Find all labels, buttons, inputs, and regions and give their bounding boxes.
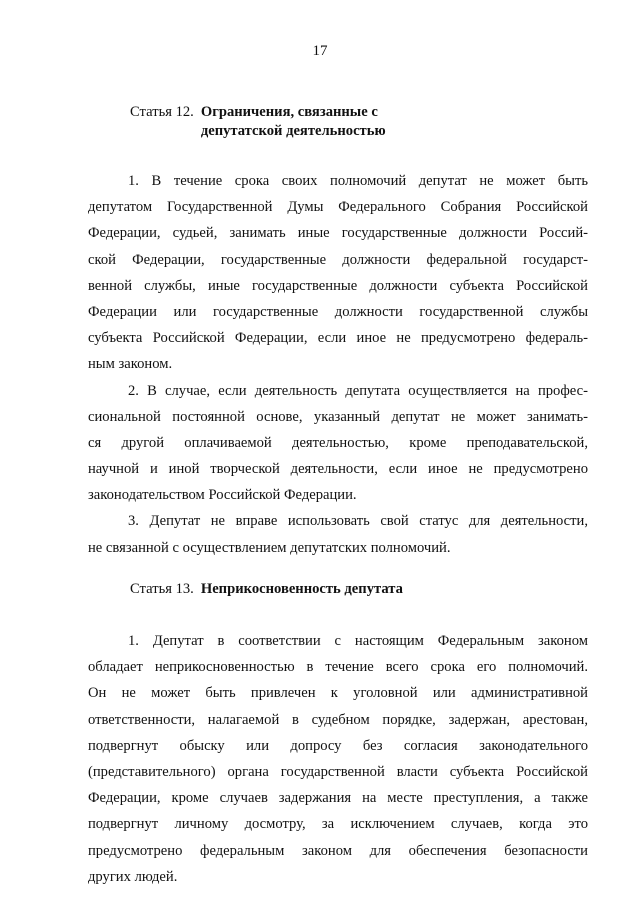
article-heading <box>88 580 588 599</box>
text-line: Федерации, судьей, занимать иные государственные должности Россий- <box>88 225 588 242</box>
text-line: 1. В течение срока своих полномочий депутат не может быть <box>128 173 588 189</box>
text-line: субъекта Российской Федерации, если иное не предусмотрено федераль- <box>88 330 588 347</box>
article-heading <box>88 103 588 141</box>
text-line: Он не может быть привлечен к уголовной или административной <box>88 685 588 702</box>
text-line: других людей. <box>88 868 178 885</box>
text-line: Федерации, кроме случаев задержания на месте преступления, а также <box>88 790 588 807</box>
paragraph-3 <box>88 508 588 560</box>
text-line: депутатом Государственной Думы Федерального Собрания Российской <box>88 199 588 216</box>
text-line: законодательством Российской Федерации. <box>88 487 357 504</box>
text-line: сиональной постоянной основе, указанный депутат не может занимать- <box>88 408 588 425</box>
text-line: (представительного) органа государственной власти субъекта Российской <box>88 763 588 780</box>
text-line: венной службы, иные государственные должности субъекта Российской <box>88 277 588 294</box>
article-title: Ограничения, связанные с депутатской деятельностью <box>200 104 386 139</box>
article-title: Неприкосновенность депутата <box>200 581 403 597</box>
article-12 <box>88 103 588 561</box>
text-line: 1. Депутат в соответствии с настоящим Федеральным законом <box>128 633 588 649</box>
paragraph-1 <box>88 628 588 890</box>
text-line: 2. В случае, если деятельность депутата осуществляется на профес- <box>128 382 588 399</box>
article-body <box>88 628 588 890</box>
text-line: ным законом. <box>88 356 173 373</box>
page-number: 17 <box>312 43 328 59</box>
article-number: Статья 12. <box>130 104 194 120</box>
text-line: 3. Депутат не вправе использовать свой статус для деятельности, <box>128 513 588 530</box>
article-13 <box>88 580 588 890</box>
text-line: не связанной с осуществлением депутатских полномочий. <box>88 539 451 556</box>
text-line: подвергнут обыску или допросу без согласия законодательного <box>88 737 588 754</box>
text-line: ской Федерации, государственные должности федеральной государст- <box>88 251 588 268</box>
article-body <box>88 168 588 561</box>
text-line: ответственности, налагаемой в судебном порядке, задержан, арестован, <box>88 711 588 728</box>
paragraph-1 <box>88 168 588 378</box>
text-line: Федерации или государственные должности государственной службы <box>88 303 588 320</box>
text-line: обладает неприкосновенностью в течение всего срока его полномочий. <box>88 659 588 676</box>
text-line: предусмотрено федеральным законом для обеспечения безопасности <box>88 842 588 859</box>
text-line: подвергнут личному досмотру, за исключением случаев, когда это <box>88 816 588 833</box>
article-number: Статья 13. <box>130 581 194 597</box>
text-line: научной и иной творческой деятельности, если иное не предусмотрено <box>88 461 588 478</box>
text-line: ся другой оплачиваемой деятельностью, кроме преподавательской, <box>88 434 588 451</box>
paragraph-2 <box>88 378 588 509</box>
